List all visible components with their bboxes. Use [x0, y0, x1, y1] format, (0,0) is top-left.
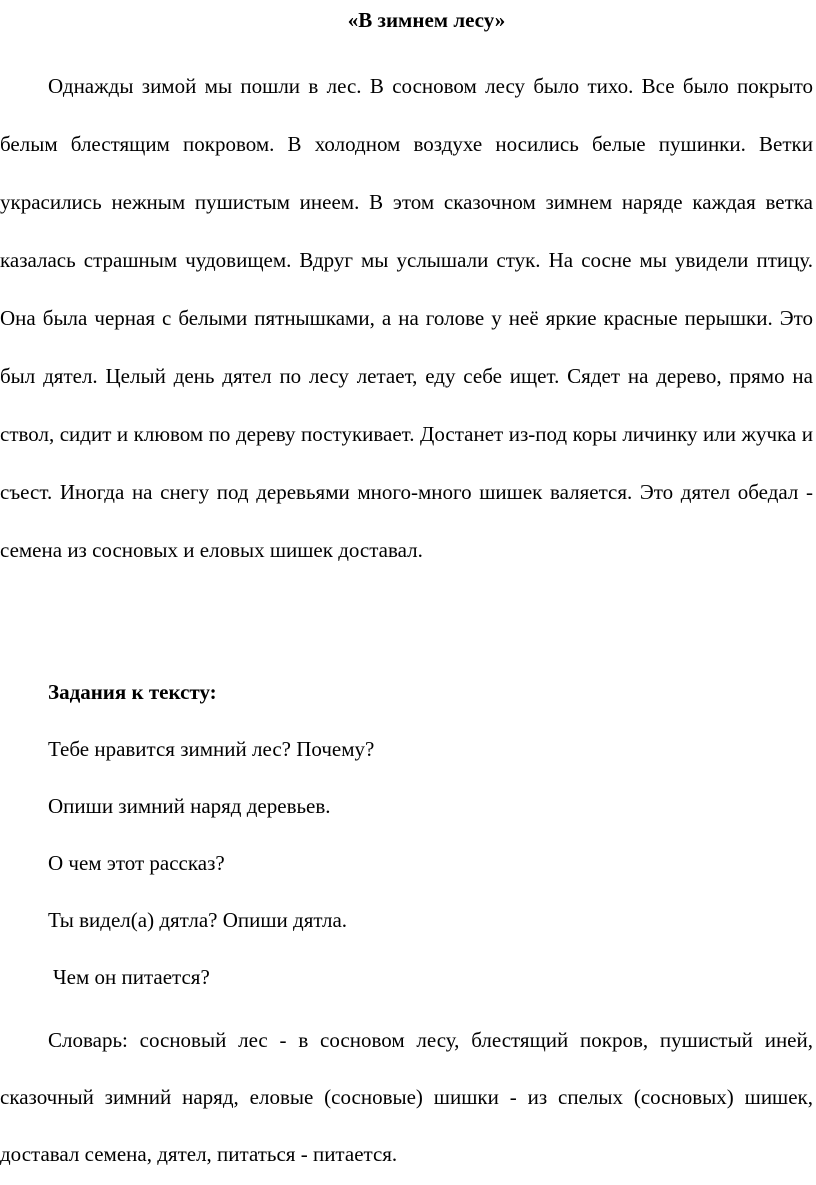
tasks-heading: Задания к тексту: — [48, 680, 217, 704]
story-paragraph: Однажды зимой мы пошли в лес. В сосновом лесу было тихо. Все было покрыто белым блестящим покровом. В холодном воздухе носились белые пушинки. Ветки украсились нежным пушистым инеем. В этом сказочном зимнем наряде каждая ветка казалась страшным чудовищем. Вдруг мы услышали стук. На сосне мы увидели птицу. Она была черная с белыми пятнышками, а на голове у неё яркие красные перышки. Это был дятел. Целый день дятел по лесу летает, еду себе ищет. Сядет на дерево, прямо на ствол, сидит и клювом по дереву постукивает. Достанет из-под коры личинку или жучка и съест. Иногда на снегу под деревьями много-много шишек валяется. Это дятел обедал - семена из сосновых и еловых шишек доставал. — [0, 74, 813, 562]
document-title: «В зимнем лесу» — [347, 8, 506, 32]
task-item: Тебе нравится зимний лес? Почему? — [48, 737, 375, 761]
task-item: Опиши зимний наряд деревьев. — [48, 794, 331, 818]
task-item: Чем он питается? — [53, 965, 210, 989]
vocabulary-paragraph: Словарь: сосновый лес - в сосновом лесу, блестящий покров, пушистый иней, сказочный зимний наряд, еловые (сосновые) шишки - из спелых (сосновых) шишек, доставал семена, дятел, питаться - питается. — [0, 1028, 813, 1166]
task-item: О чем этот рассказ? — [48, 851, 225, 875]
task-item: Ты видел(а) дятла? Опиши дятла. — [48, 908, 348, 932]
